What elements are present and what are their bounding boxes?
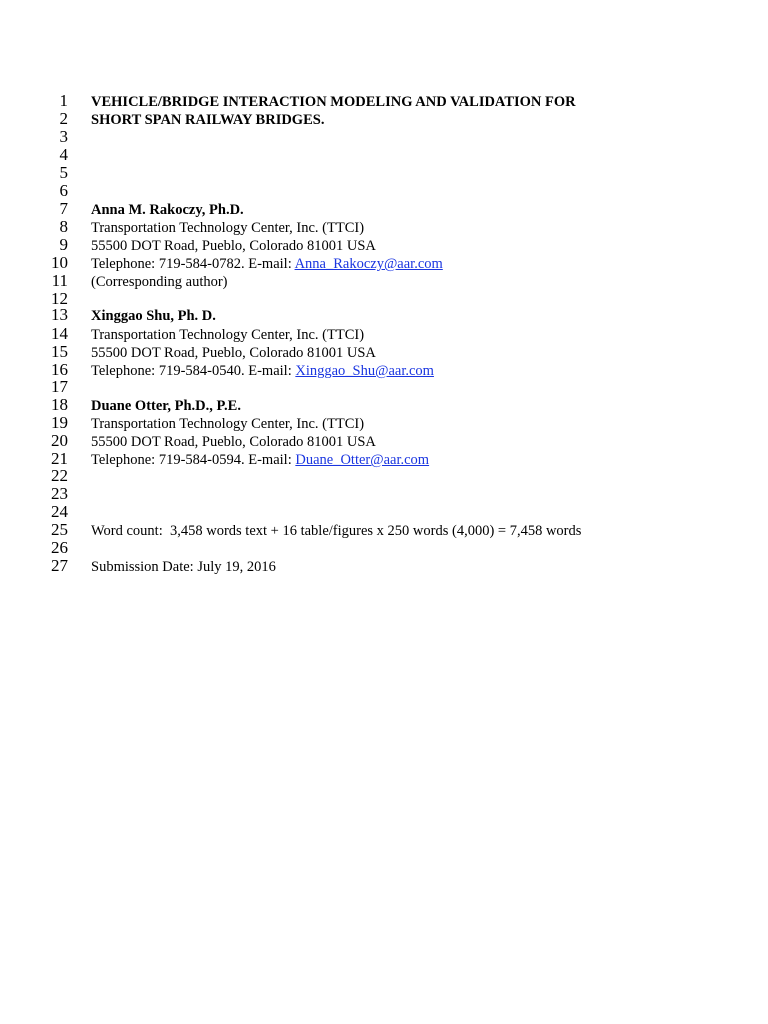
document-line xyxy=(0,325,768,343)
line-number: 21 xyxy=(51,449,68,468)
author-organization: Transportation Technology Center, Inc. (TTCI) xyxy=(91,327,365,343)
author-name: Duane Otter, Ph.D., P.E. xyxy=(91,398,241,414)
author-organization: Transportation Technology Center, Inc. (TTCI) xyxy=(91,416,365,432)
line-number: 10 xyxy=(51,253,68,272)
document-line xyxy=(0,272,768,290)
document-line xyxy=(0,467,768,485)
author-name: Xinggao Shu, Ph. D. xyxy=(91,308,216,324)
line-number: 25 xyxy=(51,520,68,539)
line-number: 7 xyxy=(59,199,68,218)
email-link[interactable]: Xinggao_Shu@aar.com xyxy=(295,363,434,379)
document-line xyxy=(0,200,768,218)
line-number: 5 xyxy=(59,163,68,182)
line-number: 12 xyxy=(51,289,68,308)
line-number: 22 xyxy=(51,466,68,485)
line-number: 17 xyxy=(51,377,68,396)
line-number: 11 xyxy=(51,271,68,290)
document-line xyxy=(0,236,768,254)
document-line xyxy=(0,306,768,324)
line-number: 6 xyxy=(59,181,68,200)
email-link[interactable]: Duane_Otter@aar.com xyxy=(295,452,430,468)
line-number: 20 xyxy=(51,431,68,450)
author-name: Anna M. Rakoczy, Ph.D. xyxy=(91,202,244,218)
document-line xyxy=(0,378,768,396)
line-number: 2 xyxy=(59,109,68,128)
document-line xyxy=(0,485,768,503)
email-link[interactable]: Anna_Rakoczy@aar.com xyxy=(294,256,443,272)
document-line xyxy=(0,450,768,468)
submission-date: Submission Date: July 19, 2016 xyxy=(91,559,276,575)
document-line xyxy=(0,361,768,379)
document-line xyxy=(0,110,768,128)
line-number: 24 xyxy=(51,502,68,521)
line-number: 3 xyxy=(59,127,68,146)
corresponding-author-note: (Corresponding author) xyxy=(91,274,228,290)
phone-text: Telephone: 719-584-0540. E-mail: xyxy=(91,363,296,379)
author-contact xyxy=(91,255,443,273)
line-number: 16 xyxy=(51,360,68,379)
line-number: 1 xyxy=(59,91,68,110)
paper-title-line-2: SHORT SPAN RAILWAY BRIDGES. xyxy=(91,112,325,128)
document-line xyxy=(0,254,768,272)
word-count: Word count: 3,458 words text + 16 table/figures x 250 words (4,000) = 7,458 words xyxy=(91,523,582,539)
document-line xyxy=(0,182,768,200)
line-number: 18 xyxy=(51,395,68,414)
line-number: 23 xyxy=(51,484,68,503)
line-number: 8 xyxy=(59,217,68,236)
author-address: 55500 DOT Road, Pueblo, Colorado 81001 USA xyxy=(91,434,376,450)
author-organization: Transportation Technology Center, Inc. (TTCI) xyxy=(91,220,365,236)
document-line xyxy=(0,218,768,236)
line-number: 26 xyxy=(51,538,68,557)
document-line xyxy=(0,146,768,164)
line-number: 14 xyxy=(51,324,68,343)
line-number: 19 xyxy=(51,413,68,432)
document-line xyxy=(0,521,768,539)
line-number: 15 xyxy=(51,342,68,361)
line-number: 27 xyxy=(51,556,68,575)
line-number: 9 xyxy=(59,235,68,254)
document-line xyxy=(0,92,768,110)
document-line xyxy=(0,503,768,521)
document-line xyxy=(0,539,768,557)
author-address: 55500 DOT Road, Pueblo, Colorado 81001 USA xyxy=(91,238,376,254)
author-address: 55500 DOT Road, Pueblo, Colorado 81001 USA xyxy=(91,345,376,361)
paper-title-line-1: VEHICLE/BRIDGE INTERACTION MODELING AND VALIDATION FOR xyxy=(91,94,576,110)
document-line xyxy=(0,164,768,182)
line-number: 4 xyxy=(59,145,68,164)
document-line xyxy=(0,343,768,361)
document-line xyxy=(0,396,768,414)
document-line xyxy=(0,414,768,432)
document-line xyxy=(0,557,768,575)
document-line xyxy=(0,432,768,450)
phone-text: Telephone: 719-584-0594. E-mail: xyxy=(91,452,296,468)
line-number: 13 xyxy=(51,305,68,324)
phone-text: Telephone: 719-584-0782. E-mail: xyxy=(91,256,295,272)
document-line xyxy=(0,128,768,146)
